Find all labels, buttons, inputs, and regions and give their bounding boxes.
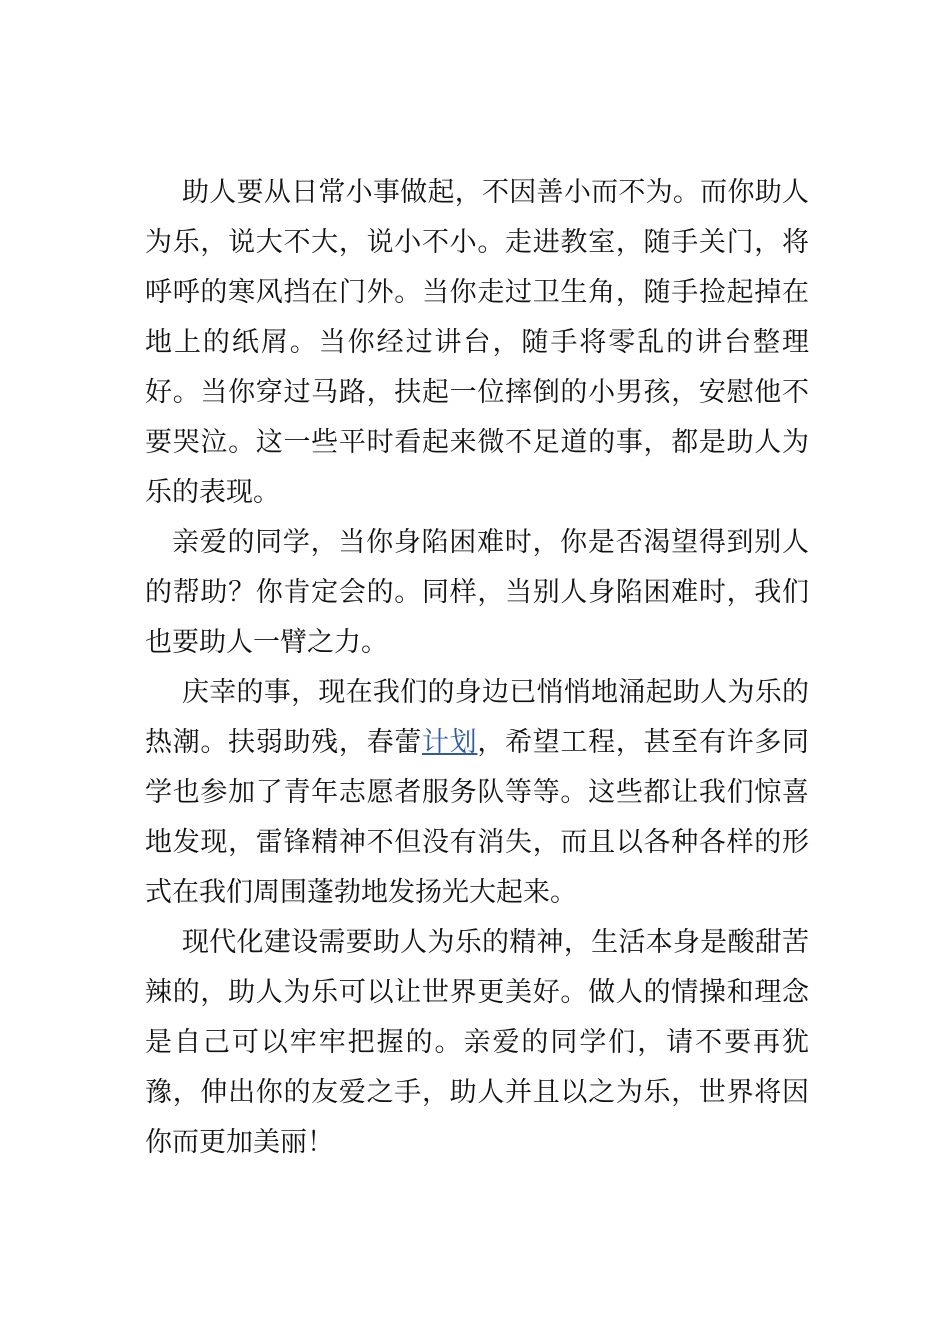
paragraph-3 — [145, 668, 809, 918]
paragraph-1: 助人要从日常小事做起，不因善小而不为。而你助人为乐，说大不大，说小不小。走进教室，随手关门，将呼呼的寒风挡在门外。当你走过卫生角，随手捡起掉在地上的纸屑。当你经过讲台，随手将零乱的讲台整理好。当你穿过马路，扶起一位摔倒的小男孩，安慰他不要哭泣。这一些平时看起来微不足道的事，都是助人为乐的表现。 — [145, 177, 809, 508]
paragraph-3-after-link: ，希望工程，甚至有许多同学也参加了青年志愿者服务队等等。这些都让我们惊喜地发现，雷锋精神不但没有消失，而且以各种各样的形式在我们周围蓬勃地发扬光大起来。 — [145, 727, 810, 908]
document-body — [145, 168, 809, 1168]
plan-link[interactable]: 计划 — [421, 727, 478, 758]
paragraph-3-before-link: 庆幸的事，现在我们的身边已悄悄地涌起助人为乐的热潮。扶弱助残，春蕾 — [145, 677, 809, 758]
paragraph-2: 亲爱的同学，当你身陷困难时，你是否渴望得到别人的帮助？你肯定会的。同样，当别人身陷困难时，我们也要助人一臂之力。 — [145, 527, 809, 658]
paragraph-4: 现代化建设需要助人为乐的精神，生活本身是酸甜苦辣的，助人为乐可以让世界更美好。做人的情操和理念是自己可以牢牢把握的。亲爱的同学们，请不要再犹豫，伸出你的友爱之手，助人并且以之为乐，世界将因你而更加美丽！ — [145, 927, 809, 1158]
